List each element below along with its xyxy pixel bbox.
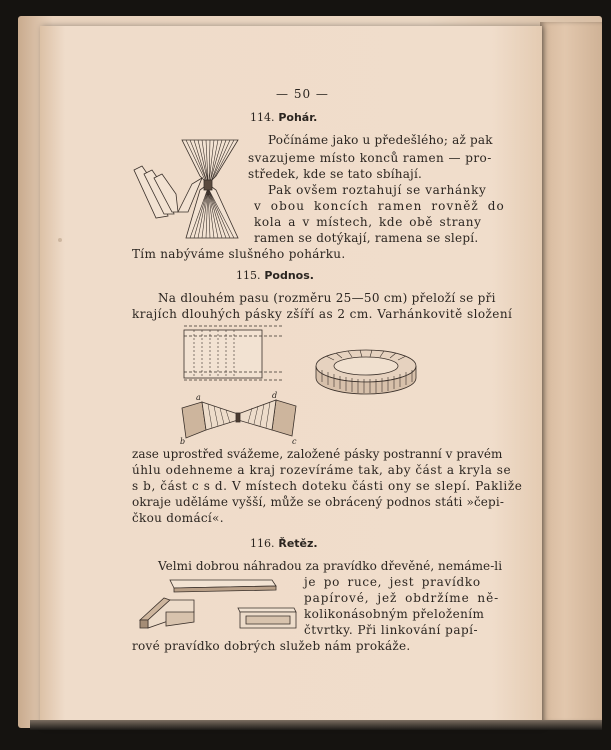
- section-heading-114: [250, 110, 317, 126]
- section-number: 114.: [250, 111, 275, 124]
- page-number: — 50 —: [276, 87, 329, 101]
- figure-label-c: c: [292, 437, 297, 446]
- paragraph-line: krajích dlouhých pásky zšíří as 2 cm. Varhánkovitě složení: [132, 307, 513, 321]
- paragraph-line: Velmi dobrou náhradou za pravídko dřevěné, nemáme-li: [158, 559, 503, 573]
- paragraph-line: papírové, jež obdržíme ně-: [304, 591, 500, 605]
- tray-ring-illustration: [312, 344, 420, 400]
- paragraph-line: v obou koncích ramen rovněž do: [254, 199, 505, 213]
- folded-strip-illustration: [180, 322, 290, 384]
- paper-speck: [58, 238, 62, 242]
- paragraph-line: čtvrtky. Při linkování papí-: [304, 623, 479, 637]
- paragraph-line: Na dlouhém pasu (rozměru 25—50 cm) přeloží se při: [158, 291, 496, 305]
- bound-fan-illustration: [176, 391, 304, 446]
- paragraph-line: zase uprostřed svážeme, založené pásky postranní v pravém: [132, 447, 503, 461]
- paragraph-line: Počínáme jako u předešlého; až pak: [268, 133, 493, 147]
- section-title: Podnos.: [264, 269, 314, 282]
- section-number: 116.: [250, 537, 275, 550]
- section-number: 115.: [236, 269, 261, 282]
- paragraph-line: s b, část c s d. V místech doteku části ony se slepí. Pakliže: [132, 479, 523, 493]
- book-bottom-edge: [30, 720, 602, 730]
- paragraph-line: středek, kde se tato sbíhají.: [248, 167, 423, 181]
- paragraph-line: svazujeme místo konců ramen — pro-: [248, 151, 492, 165]
- paragraph-line: rové pravídko dobrých služeb nám prokáže.: [132, 639, 411, 653]
- paragraph-line: okraje uděláme vyšší, může se obrácený podnos státi »čepi-: [132, 495, 505, 509]
- section-title: Řetěz.: [278, 537, 318, 550]
- section-heading-115: [236, 268, 314, 284]
- section-heading-116: [250, 536, 318, 552]
- figure-label-b: b: [180, 437, 186, 446]
- paper-ruler-illustration: [136, 572, 300, 634]
- paragraph-line: je po ruce, jest pravídko: [304, 575, 481, 589]
- paragraph-line: kolikonásobným přeložením: [304, 607, 485, 621]
- figure-label-a: a: [196, 393, 201, 402]
- paragraph-line: kola a v místech, kde obě strany: [254, 215, 482, 229]
- section-title: Pohár.: [278, 111, 318, 124]
- paragraph-line: ramen se dotýkají, ramena se slepí.: [254, 231, 479, 245]
- paragraph-line: úhlu odehneme a kraj rozevíráme tak, aby část a kryla se: [132, 463, 512, 477]
- cup-illustration: [130, 134, 242, 244]
- figure-label-d: d: [272, 391, 278, 400]
- paragraph-line: čkou domácí«.: [132, 511, 224, 525]
- page-stack-edge: [540, 22, 602, 722]
- paragraph-line: Pak ovšem roztahují se varhánky: [268, 183, 487, 197]
- paragraph-line: Tím nabýváme slušného pohárku.: [132, 247, 346, 261]
